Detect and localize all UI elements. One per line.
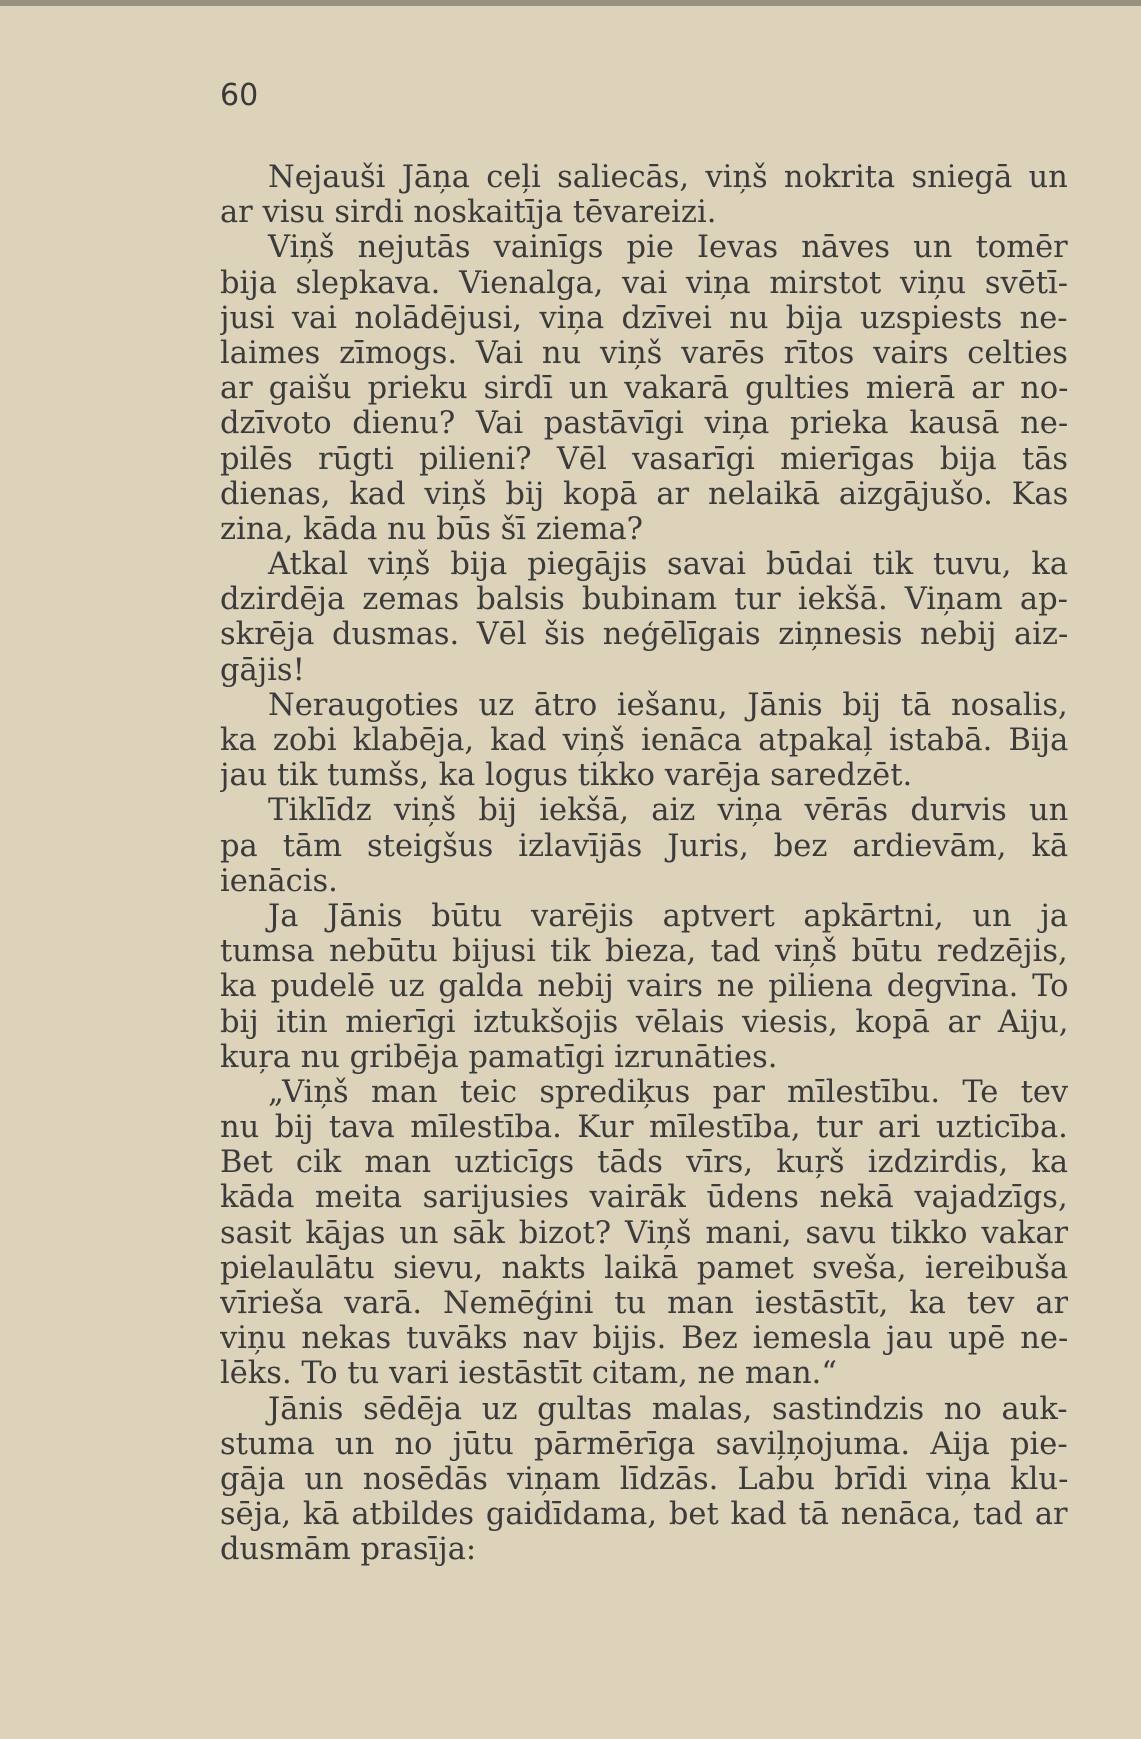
- text-line: tumsa nebūtu bijusi tik bieza, tad viņš būtu redzējis,: [220, 934, 1068, 970]
- text-line: ienācis.: [220, 863, 338, 899]
- text-line: skrēja dusmas. Vēl šis neģēlīgais ziņnesis nebij aiz-: [220, 617, 1068, 653]
- text-line: Bet cik man uzticīgs tāds vīrs, kuŗš izdzirdis, ka: [220, 1145, 1068, 1181]
- text-line: dzirdēja zemas balsis bubinam tur iekšā. Viņam ap-: [220, 582, 1068, 618]
- text-line: Tiklīdz viņš bij iekšā, aiz viņa vērās durvis un: [268, 793, 1068, 829]
- body-text: [220, 160, 1068, 1568]
- text-line: ka zobi klabēja, kad viņš ienāca atpakaļ istabā. Bija: [220, 723, 1068, 758]
- text-line: gāja un nosēdās viņam līdzās. Labu brīdi viņa klu-: [220, 1461, 1068, 1497]
- text-line: bija slepkava. Vienalga, vai viņa mirstot viņu svētī-: [220, 265, 1068, 301]
- text-line: gājis!: [220, 652, 305, 688]
- text-line: lēks. To tu vari iestāstīt citam, ne man.“: [220, 1356, 837, 1392]
- text-line: Ja Jānis būtu varējis aptvert apkārtni, un ja: [268, 898, 1068, 934]
- text-line: dienas, kad viņš bij kopā ar nelaikā aizgājušo. Kas: [220, 476, 1068, 512]
- text-line: Neraugoties uz ātro iešanu, Jānis bij tā nosalis,: [268, 687, 1068, 723]
- text-line: Nejauši Jāņa ceļi saliecās, viņš nokrita sniegā un: [268, 160, 1068, 195]
- text-line: sasit kājas un sāk bizot? Viņš mani, savu tikko vakar: [220, 1215, 1068, 1251]
- text-line: pilēs rūgti pilieni? Vēl vasarīgi mierīgas bija tās: [220, 441, 1068, 477]
- text-line: jau tik tumšs, ka logus tikko varēja saredzēt.: [220, 758, 913, 794]
- page-top-edge: [0, 0, 1141, 6]
- text-line: zina, kāda nu būs šī ziema?: [220, 511, 644, 547]
- text-line: pielaulātu sievu, nakts laikā pamet sveša, iereibuša: [220, 1250, 1068, 1286]
- text-line: Viņš nejutās vainīgs pie Ievas nāves un tomēr: [268, 230, 1068, 266]
- text-line: Atkal viņš bija piegājis savai būdai tik tuvu, ka: [268, 547, 1068, 583]
- text-line: dzīvoto dienu? Vai pastāvīgi viņa prieka kausā ne-: [220, 406, 1068, 442]
- text-line: nu bij tava mīlestība. Kur mīlestība, tur ari uzticība.: [220, 1110, 1068, 1146]
- text-line: jusi vai nolādējusi, viņa dzīvei nu bija uzspiests ne-: [220, 300, 1068, 336]
- text-line: Jānis sēdēja uz gultas malas, sastindzis no auk-: [268, 1391, 1068, 1427]
- text-line: kuŗa nu gribēja pamatīgi izrunāties.: [220, 1039, 778, 1075]
- text-line: ka pudelē uz galda nebij vairs ne piliena degvīna. To: [220, 969, 1068, 1005]
- text-line: „Viņš man teic sprediķus par mīlestību. Te tev: [268, 1074, 1068, 1110]
- text-line: dusmām prasīja:: [220, 1532, 477, 1568]
- text-line: ar visu sirdi noskaitīja tēvareizi.: [220, 195, 717, 231]
- text-line: bij itin mierīgi iztukšojis vēlais viesis, kopā ar Aiju,: [220, 1004, 1068, 1040]
- text-line: viņu nekas tuvāks nav bijis. Bez iemesla jau upē ne-: [220, 1321, 1068, 1357]
- text-line: vīrieša varā. Nemēģini tu man iestāstīt, ka tev ar: [220, 1286, 1068, 1321]
- text-line: stuma un no jūtu pārmērīga saviļņojuma. Aija pie-: [220, 1426, 1068, 1462]
- text-line: laimes zīmogs. Vai nu viņš varēs rītos vairs celties: [220, 335, 1068, 371]
- text-line: sēja, kā atbildes gaidīdama, bet kad tā nenāca, tad ar: [220, 1497, 1068, 1533]
- text-line: ar gaišu prieku sirdī un vakarā gulties mierā ar no-: [220, 371, 1068, 407]
- page-number: 60: [220, 78, 259, 113]
- text-line: kāda meita sarijusies vairāk ūdens nekā vajadzīgs,: [220, 1180, 1068, 1216]
- text-line: pa tām steigšus izlavījās Juris, bez ardievām, kā: [220, 828, 1068, 864]
